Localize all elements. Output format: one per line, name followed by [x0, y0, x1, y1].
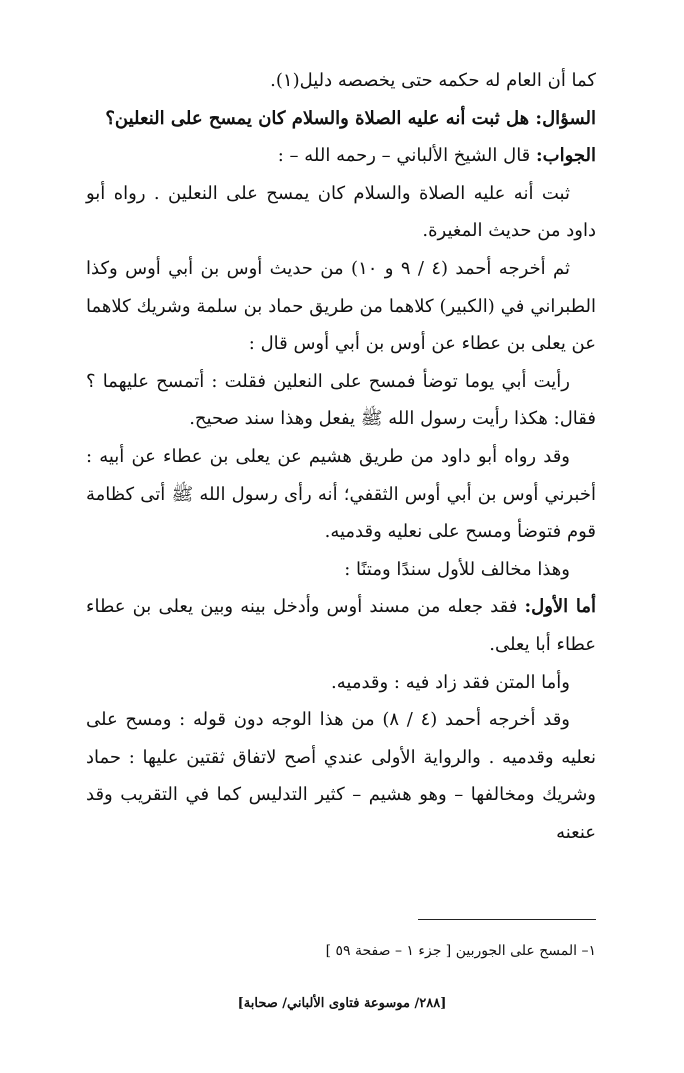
question-text: هل ثبت أنه عليه الصلاة والسلام كان يمسح على النعلين؟	[105, 107, 536, 129]
first-point-text: فقد جعله من مسند أوس وأدخل بينه وبين يعلى بن عطاء عطاء أبا يعلى.	[86, 596, 596, 655]
answer-label: الجواب:	[536, 145, 596, 167]
paragraph-4: ثبت أنه عليه الصلاة والسلام كان يمسح على النعلين . رواه أبو داود من حديث المغيرة.	[86, 182, 596, 242]
main-text	[86, 62, 596, 851]
paragraph-7: وقد رواه أبو داود من طريق هشيم عن يعلى بن عطاء عن أبيه : أخبرني أوس بن أبي أوس الثقفي؛ أنه رأى رسول الله ﷺ أتى كظامة قوم فتوضأ ومسح على نعليه وقدميه.	[86, 445, 596, 543]
page-footer: [٢٨٨/ موسوعة فتاوى الألباني/ صحابة]	[237, 996, 447, 1011]
paragraph-1: كما أن العام له حكمه حتى يخصصه دليل(١).	[270, 70, 596, 91]
first-point-paragraph	[86, 588, 596, 663]
answer-paragraph	[86, 137, 596, 175]
question-paragraph	[86, 100, 596, 138]
footnote: ١– المسح على الجوربين [ جزء ١ – صفحة ٥٩ ]	[325, 943, 596, 959]
question-label: السؤال:	[535, 107, 596, 129]
footnote-divider	[418, 919, 596, 920]
paragraph-8: وهذا مخالف للأول سندًا ومتنًا :	[344, 558, 570, 580]
paragraph-10: وأما المتن فقد زاد فيه : وقدميه.	[331, 671, 570, 693]
paragraph-6: رأيت أبي يوما توضأ فمسح على النعلين فقلت : أتمسح عليهما ؟ فقال: هكذا رأيت رسول الله ﷺ يفعل وهذا سند صحيح.	[86, 370, 596, 430]
paragraph-5: ثم أخرجه أحمد (٤ / ٩ و ١٠) من حديث أوس بن أبي أوس وكذا الطبراني في (الكبير) كلاهما من طريق حماد بن سلمة وشريك كلاهما عن يعلى بن عطاء عن أوس بن أبي أوس قال :	[86, 257, 596, 355]
first-point-label: أما الأول:	[524, 596, 596, 618]
answer-text: قال الشيخ الألباني – رحمه الله – :	[277, 145, 536, 167]
paragraph-11: وقد أخرجه أحمد (٤ / ٨) من هذا الوجه دون قوله : ومسح على نعليه وقدميه . والرواية الأولى عندي أصح لاتفاق ثقتين عليها : حماد وشريك ومخالفها – وهو هشيم – كثير التدليس كما في التقريب وقد عنعنه	[86, 709, 596, 843]
